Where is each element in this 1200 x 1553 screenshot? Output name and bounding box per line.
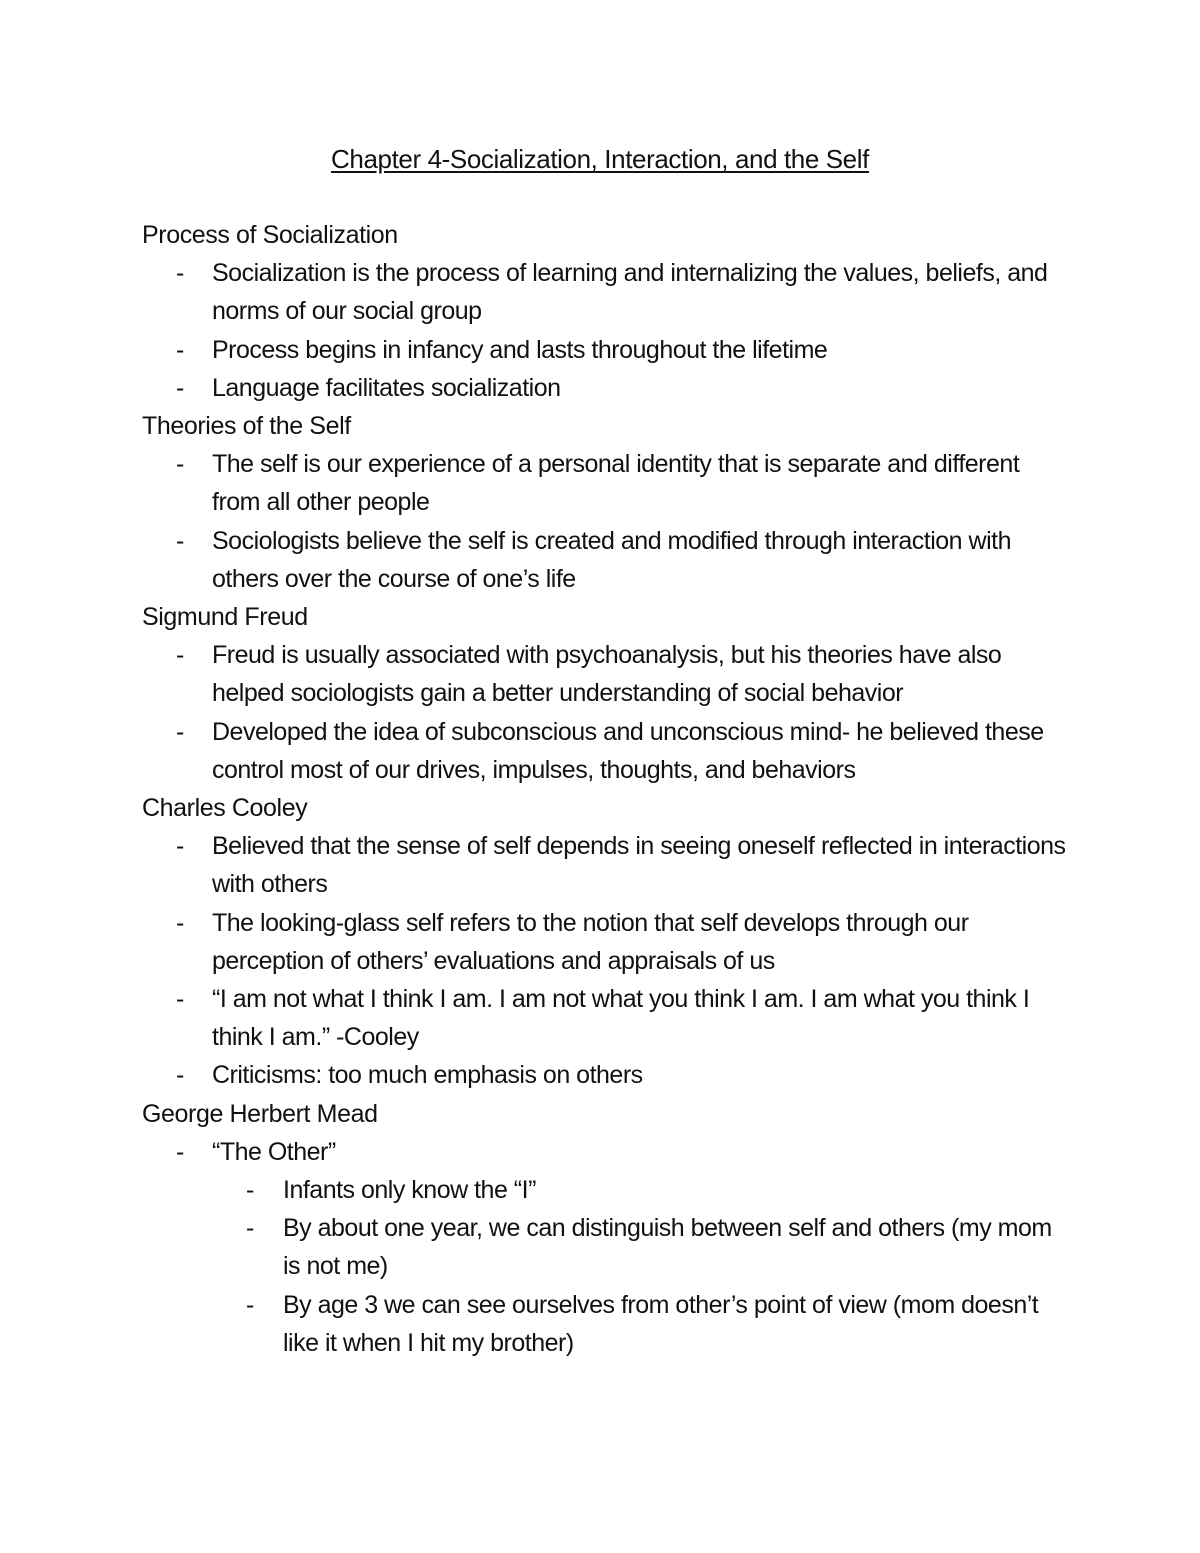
- list-item-text: Infants only know the “I”: [283, 1176, 536, 1205]
- bullet-dash: -: [176, 641, 184, 670]
- list-item-text: Process begins in infancy and lasts throughout the lifetime: [212, 335, 828, 364]
- list-item: [142, 1056, 1072, 1094]
- list-item-text: “I am not what I think I am. I am not what you think I am. I am what you think I think I am.” -Cooley: [212, 985, 1030, 1052]
- bullet-dash: -: [176, 832, 184, 861]
- sub-list-item: [142, 1209, 1072, 1285]
- sub-list-item: [142, 1171, 1072, 1209]
- list-item-text: Freud is usually associated with psychoanalysis, but his theories have also helped sociologists gain a better understanding of social behavior: [212, 641, 1002, 708]
- list-item-text: Believed that the sense of self depends in seeing oneself reflected in interactions with others: [212, 832, 1066, 899]
- bullet-dash: -: [176, 717, 184, 746]
- document-body: [142, 216, 1072, 1362]
- bullet-dash: -: [176, 526, 184, 555]
- bullet-dash: -: [246, 1290, 254, 1319]
- list-item-text: The looking-glass self refers to the notion that self develops through our perception of others’ evaluations and appraisals of us: [212, 908, 969, 975]
- sub-list-item: [142, 1286, 1072, 1362]
- list-item-text: Language facilitates socialization: [212, 373, 561, 402]
- list-item: [142, 827, 1072, 903]
- list-item: [142, 522, 1072, 598]
- list-item-text: “The Other”: [212, 1137, 336, 1166]
- section-heading-theories-of-the-self: Theories of the Self: [142, 412, 351, 441]
- list-item: [142, 1133, 1072, 1171]
- document-title: Chapter 4-Socialization, Interaction, and the Self: [331, 144, 869, 174]
- bullet-dash: -: [176, 373, 184, 402]
- list-item: [142, 445, 1072, 521]
- list-item: [142, 636, 1072, 712]
- bullet-dash: -: [176, 335, 184, 364]
- list-item-text: Developed the idea of subconscious and unconscious mind- he believed these control most of our drives, impulses, thoughts, and behaviors: [212, 717, 1044, 784]
- bullet-dash: -: [176, 908, 184, 937]
- bullet-dash: -: [246, 1214, 254, 1243]
- bullet-dash: -: [176, 1061, 184, 1090]
- list-item-text: Sociologists believe the self is created and modified through interaction with others over the course of one’s life: [212, 526, 1011, 593]
- bullet-dash: -: [246, 1176, 254, 1205]
- section-heading-charles-cooley: Charles Cooley: [142, 794, 308, 823]
- bullet-dash: -: [176, 1137, 184, 1166]
- list-item-text: Criticisms: too much emphasis on others: [212, 1061, 643, 1090]
- list-item: [142, 980, 1072, 1056]
- section-heading-sigmund-freud: Sigmund Freud: [142, 603, 308, 632]
- list-item-text: By age 3 we can see ourselves from other’s point of view (mom doesn’t like it when I hit my brother): [283, 1290, 1039, 1357]
- list-item: [142, 369, 1072, 407]
- list-item-text: Socialization is the process of learning and internalizing the values, beliefs, and norms of our social group: [212, 259, 1048, 326]
- list-item-text: The self is our experience of a personal identity that is separate and different from all other people: [212, 450, 1020, 517]
- bullet-dash: -: [176, 450, 184, 479]
- list-item: [142, 713, 1072, 789]
- list-item: [142, 331, 1072, 369]
- list-item-text: By about one year, we can distinguish between self and others (my mom is not me): [283, 1214, 1052, 1281]
- list-item: [142, 904, 1072, 980]
- list-item: [142, 254, 1072, 330]
- bullet-dash: -: [176, 985, 184, 1014]
- section-heading-george-herbert-mead: George Herbert Mead: [142, 1099, 378, 1128]
- section-heading-process-of-socialization: Process of Socialization: [142, 221, 398, 249]
- bullet-dash: -: [176, 259, 184, 288]
